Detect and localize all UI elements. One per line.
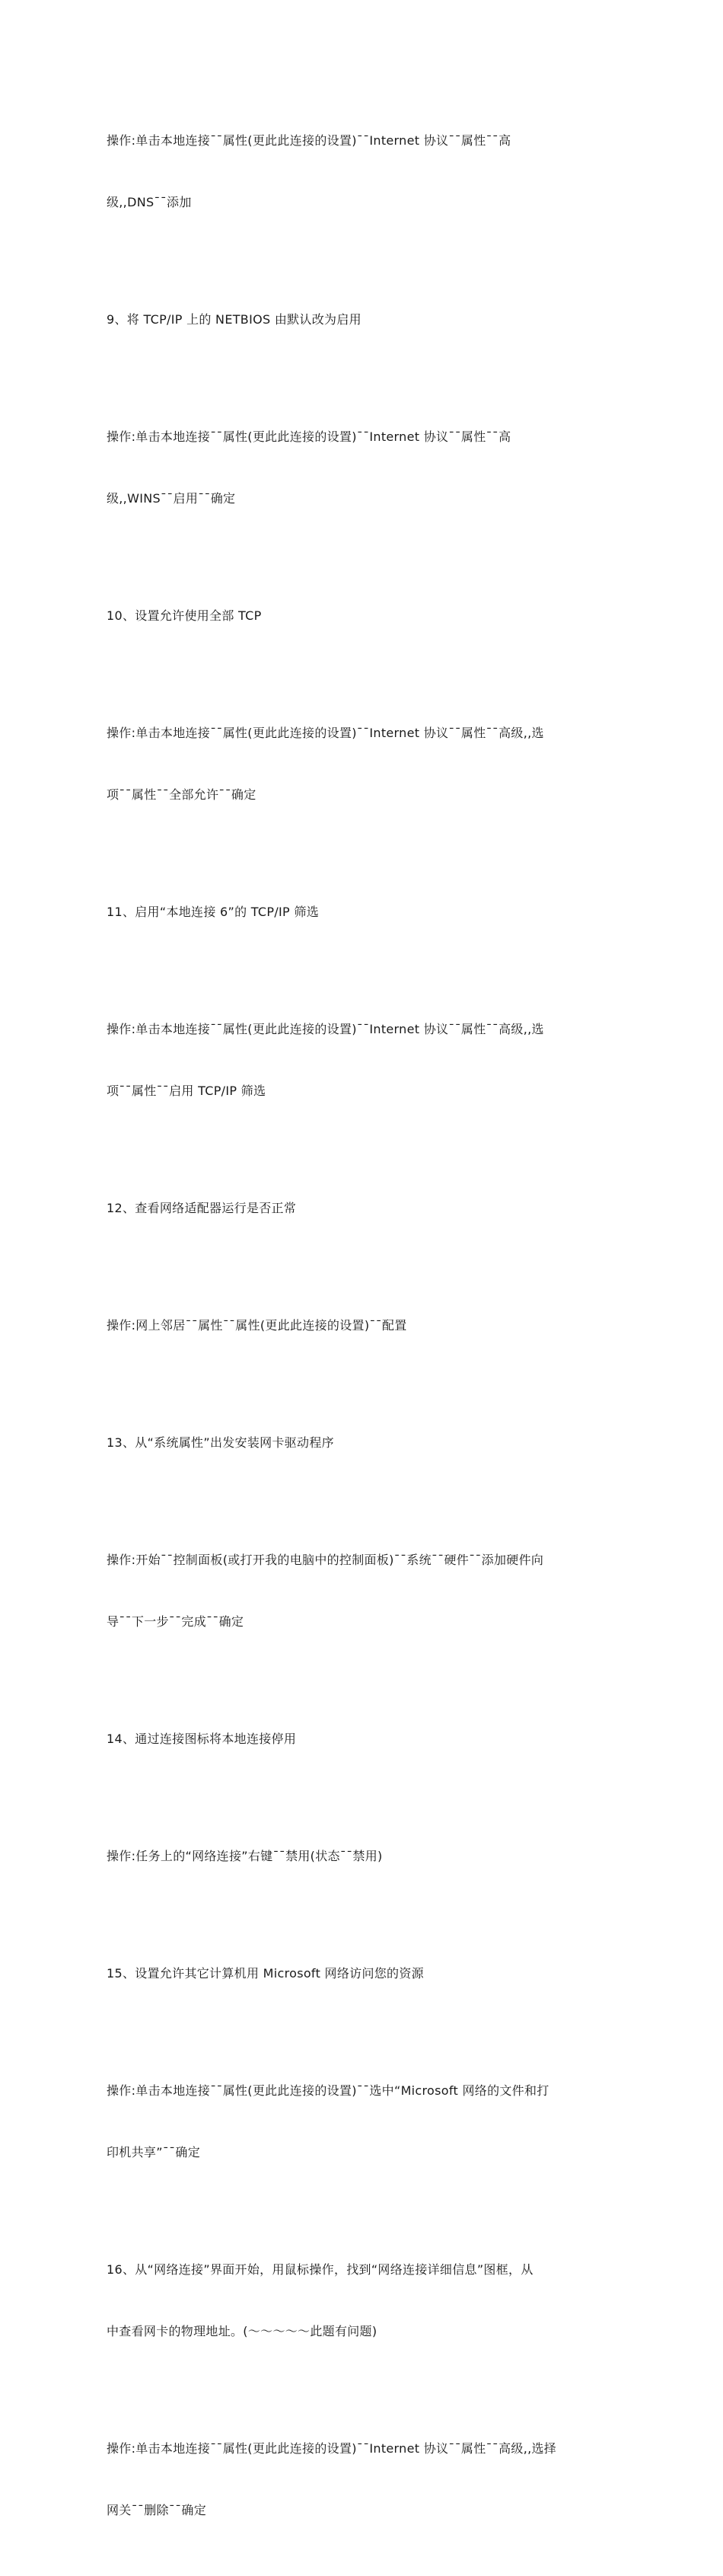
paragraph-sharing-step [107,2039,632,2204]
text-line: 操作:单击本地连接¯¯属性(更此此连接的设置)¯¯Internet 协议¯¯属性¯¯高 [107,429,511,444]
paragraph-gateway-step [107,2397,632,2562]
text-line: 13、从“系统属性”出发安装网卡驱动程序 [107,1435,334,1450]
text-line: 12、查看网络适配器运行是否正常 [107,1201,297,1215]
heading-item-11 [107,860,632,963]
heading-item-15 [107,1922,632,2025]
text-line: 14、通过连接图标将本地连接停用 [107,1732,297,1746]
text-line: 16、从“网络连接”界面开始，用鼠标操作，找到“网络连接详细信息”图框，从 [107,2262,533,2277]
text-line: 印机共享”¯¯确定 [107,2145,200,2159]
text-line: 中查看网卡的物理地址。(～～～～～此题有问题) [107,2324,377,2338]
text-line: 项¯¯属性¯¯启用 TCP/IP 筛选 [107,1084,266,1098]
paragraph-wins-step [107,385,632,550]
text-line: 操作:单击本地连接¯¯属性(更此此连接的设置)¯¯Internet 协议¯¯属性¯¯高级,,选择 [107,2441,557,2456]
paragraph-dns-step [107,89,632,254]
heading-item-12 [107,1157,632,1259]
paragraph-tcpip-filter-step [107,978,632,1142]
text-line: 操作:单击本地连接¯¯属性(更此此连接的设置)¯¯Internet 协议¯¯属性¯¯高级,,选 [107,726,544,740]
text-line: 15、设置允许其它计算机用 Microsoft 网络访问您的资源 [107,1966,424,1981]
text-line: 操作:单击本地连接¯¯属性(更此此连接的设置)¯¯Internet 协议¯¯属性¯¯高级,,选 [107,1022,544,1036]
text-line: 网关¯¯删除¯¯确定 [107,2503,207,2517]
text-line: 级,,WINS¯¯启用¯¯确定 [107,491,236,506]
text-line: 项¯¯属性¯¯全部允许¯¯确定 [107,787,256,802]
text-line: 操作:任务上的“网络连接”右键¯¯禁用(状态¯¯禁用) [107,1849,383,1863]
paragraph-disable-step [107,1805,632,1907]
paragraph-adapter-step [107,1274,632,1377]
paragraph-tcp-allow-step [107,682,632,846]
text-line: 操作:单击本地连接¯¯属性(更此此连接的设置)¯¯Internet 协议¯¯属性¯¯高 [107,133,511,148]
text-line: 11、启用“本地连接 6”的 TCP/IP 筛选 [107,905,319,919]
heading-item-14 [107,1687,632,1790]
heading-item-9 [107,268,632,371]
text-line: 级,,DNS¯¯添加 [107,195,192,209]
text-line: 10、设置允许使用全部 TCP [107,608,262,623]
paragraph-driver-step [107,1508,632,1673]
heading-item-16 [107,2218,632,2383]
text-line: 操作:网上邻居¯¯属性¯¯属性(更此此连接的设置)¯¯配置 [107,1318,407,1333]
text-line: 9、将 TCP/IP 上的 NETBIOS 由默认改为启用 [107,312,362,327]
heading-item-13 [107,1391,632,1494]
text-line: 导¯¯下一步¯¯完成¯¯确定 [107,1614,244,1629]
heading-item-10 [107,564,632,667]
document-page [107,89,632,2576]
text-line: 操作:单击本地连接¯¯属性(更此此连接的设置)¯¯选中“Microsoft 网络的文件和打 [107,2083,549,2098]
text-line: 操作:开始¯¯控制面板(或打开我的电脑中的控制面板)¯¯系统¯¯硬件¯¯添加硬件向 [107,1553,544,1567]
